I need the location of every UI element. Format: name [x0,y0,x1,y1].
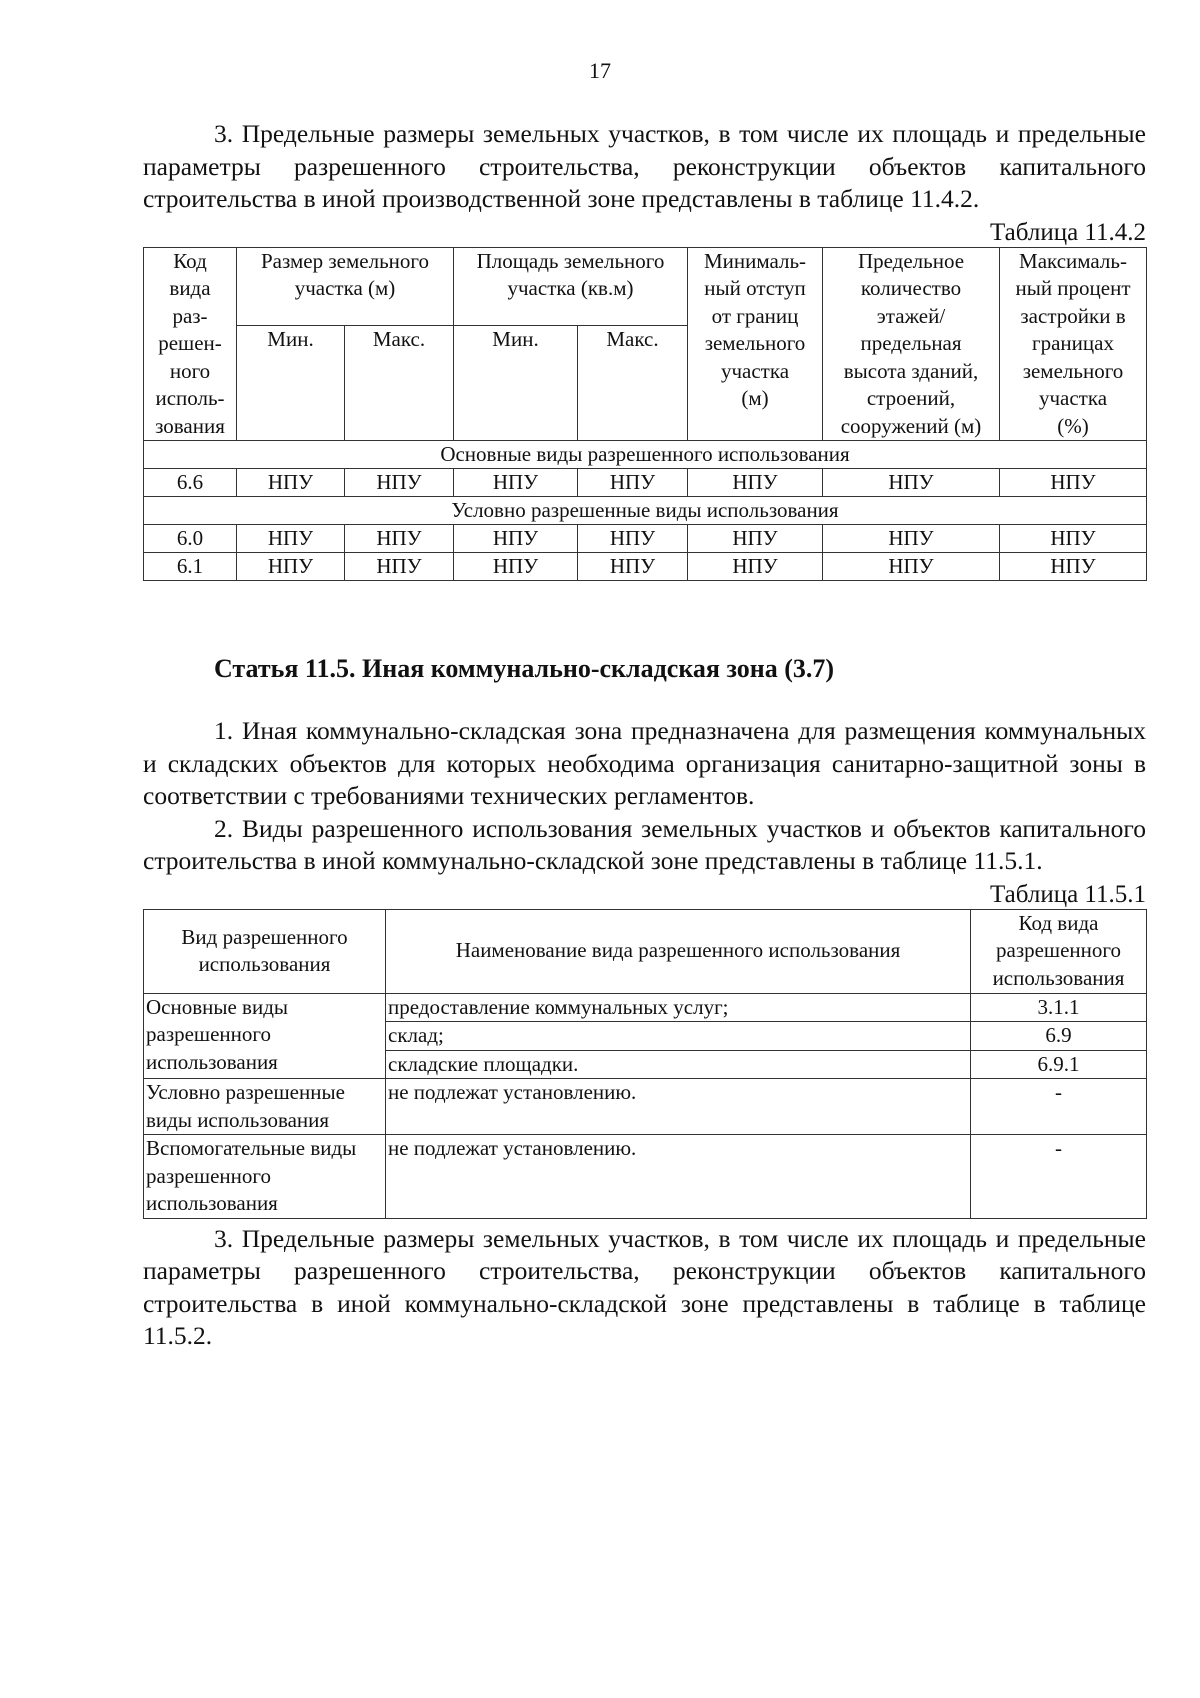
cell-main-label: Основные виды разрешенного использования [144,993,386,1079]
cell-value: НПУ [1000,469,1147,497]
cell-code: 6.9 [971,1022,1147,1051]
paragraph-limits-production: 3. Предельные размеры земельных участков, в том числе их площадь и предельные параметры разрешенного строительства, реконструкции объектов капитального строительства в иной производственной зоне представлены в таблице 11.4.2. [143,119,1146,213]
cell-value: НПУ [345,469,454,497]
table-caption-11-4-2: Таблица 11.4.2 [990,218,1146,246]
cell-value: НПУ [237,525,345,553]
cell-value: НПУ [578,553,688,581]
table-caption-11-5-1: Таблица 11.5.1 [990,880,1146,908]
header-land-size: Размер земельного участка (м) [237,247,454,326]
cell-code: 6.1 [144,553,237,581]
cell-name: не подлежат установлению. [386,1079,971,1135]
cell-value: НПУ [688,525,823,553]
cell-auxiliary-label: Вспомогательные виды разрешенного использования [144,1135,386,1219]
header-use-type: Вид разрешенного использования [144,909,386,993]
section-label-main: Основные виды разрешенного использования [144,441,1147,469]
table-11-5-1 [143,909,1147,1219]
header-use-name: Наименование вида разрешенного использования [386,909,971,993]
section-row-main [144,441,1147,469]
cell-value: НПУ [454,553,578,581]
cell-name: складские площадки. [386,1050,971,1079]
cell-code: 3.1.1 [971,993,1147,1022]
cell-value: НПУ [1000,553,1147,581]
paragraph-zone-purpose: 1. Иная коммунально-складская зона предназначена для размещения коммунальных и складских объектов для которых необходима организация санитарно-защитной зоны в соответствии с требованиями технических регламентов. [143,716,1146,810]
section-label-conditional: Условно разрешенные виды использования [144,497,1147,525]
table-11-4-2 [143,247,1147,582]
cell-value: НПУ [823,525,1000,553]
cell-name: предоставление коммунальных услуг; [386,993,971,1022]
cell-value: НПУ [823,553,1000,581]
cell-value: НПУ [1000,525,1147,553]
article-heading: Статья 11.5. Иная коммунально-складская зона (3.7) [214,654,835,683]
table-row [144,993,1147,1022]
cell-value: НПУ [578,469,688,497]
header-use-code: Код вида разрешенного использования [971,909,1147,993]
header-area-min: Мин. [454,326,578,441]
cell-value: НПУ [688,469,823,497]
cell-name: не подлежат установлению. [386,1135,971,1219]
cell-value: НПУ [688,553,823,581]
table-row [144,525,1147,553]
paragraph-limits-storage: 3. Предельные размеры земельных участков, в том числе их площадь и предельные параметры разрешенного строительства, реконструкции объектов капитального строительства в иной коммунально-складской зоне представлены в таблице в таблице 11.5.2. [143,1223,1146,1350]
table-header-row [144,909,1147,993]
header-floors: Предельное количество этажей/ предельная высота зданий, строений, сооружений (м) [823,247,1000,441]
section-table-11-4-2 [143,118,1146,581]
section-article-11-5 [143,653,1146,1353]
cell-value: НПУ [454,469,578,497]
cell-value: НПУ [345,525,454,553]
header-coverage: Максималь- ный процент застройки в границах земельного участка (%) [1000,247,1147,441]
cell-code: 6.6 [144,469,237,497]
cell-conditional-label: Условно разрешенные виды использования [144,1079,386,1135]
table-row [144,553,1147,581]
cell-value: НПУ [237,553,345,581]
section-row-conditional [144,497,1147,525]
cell-code: 6.9.1 [971,1050,1147,1079]
header-area-max: Макс. [578,326,688,441]
header-code: Код вида раз- решен- ного исполь- зования [144,247,237,441]
cell-code: - [971,1079,1147,1135]
table-row [144,1135,1147,1219]
header-size-max: Макс. [345,326,454,441]
header-setback: Минималь- ный отступ от границ земельного участка (м) [688,247,823,441]
table-row [144,1079,1147,1135]
paragraph-permitted-uses: 2. Виды разрешенного использования земельных участков и объектов капитального строительства в иной коммунально-складской зоне представлены в таблице 11.5.1. [143,813,1146,875]
cell-value: НПУ [345,553,454,581]
page-number: 17 [589,58,611,83]
cell-value: НПУ [578,525,688,553]
cell-code: 6.0 [144,525,237,553]
header-land-area: Площадь земельного участка (кв.м) [454,247,688,326]
table-row [144,469,1147,497]
cell-value: НПУ [823,469,1000,497]
cell-name: склад; [386,1022,971,1051]
header-size-min: Мин. [237,326,345,441]
table-header-row [144,247,1147,326]
cell-value: НПУ [237,469,345,497]
cell-value: НПУ [454,525,578,553]
cell-code: - [971,1135,1147,1219]
